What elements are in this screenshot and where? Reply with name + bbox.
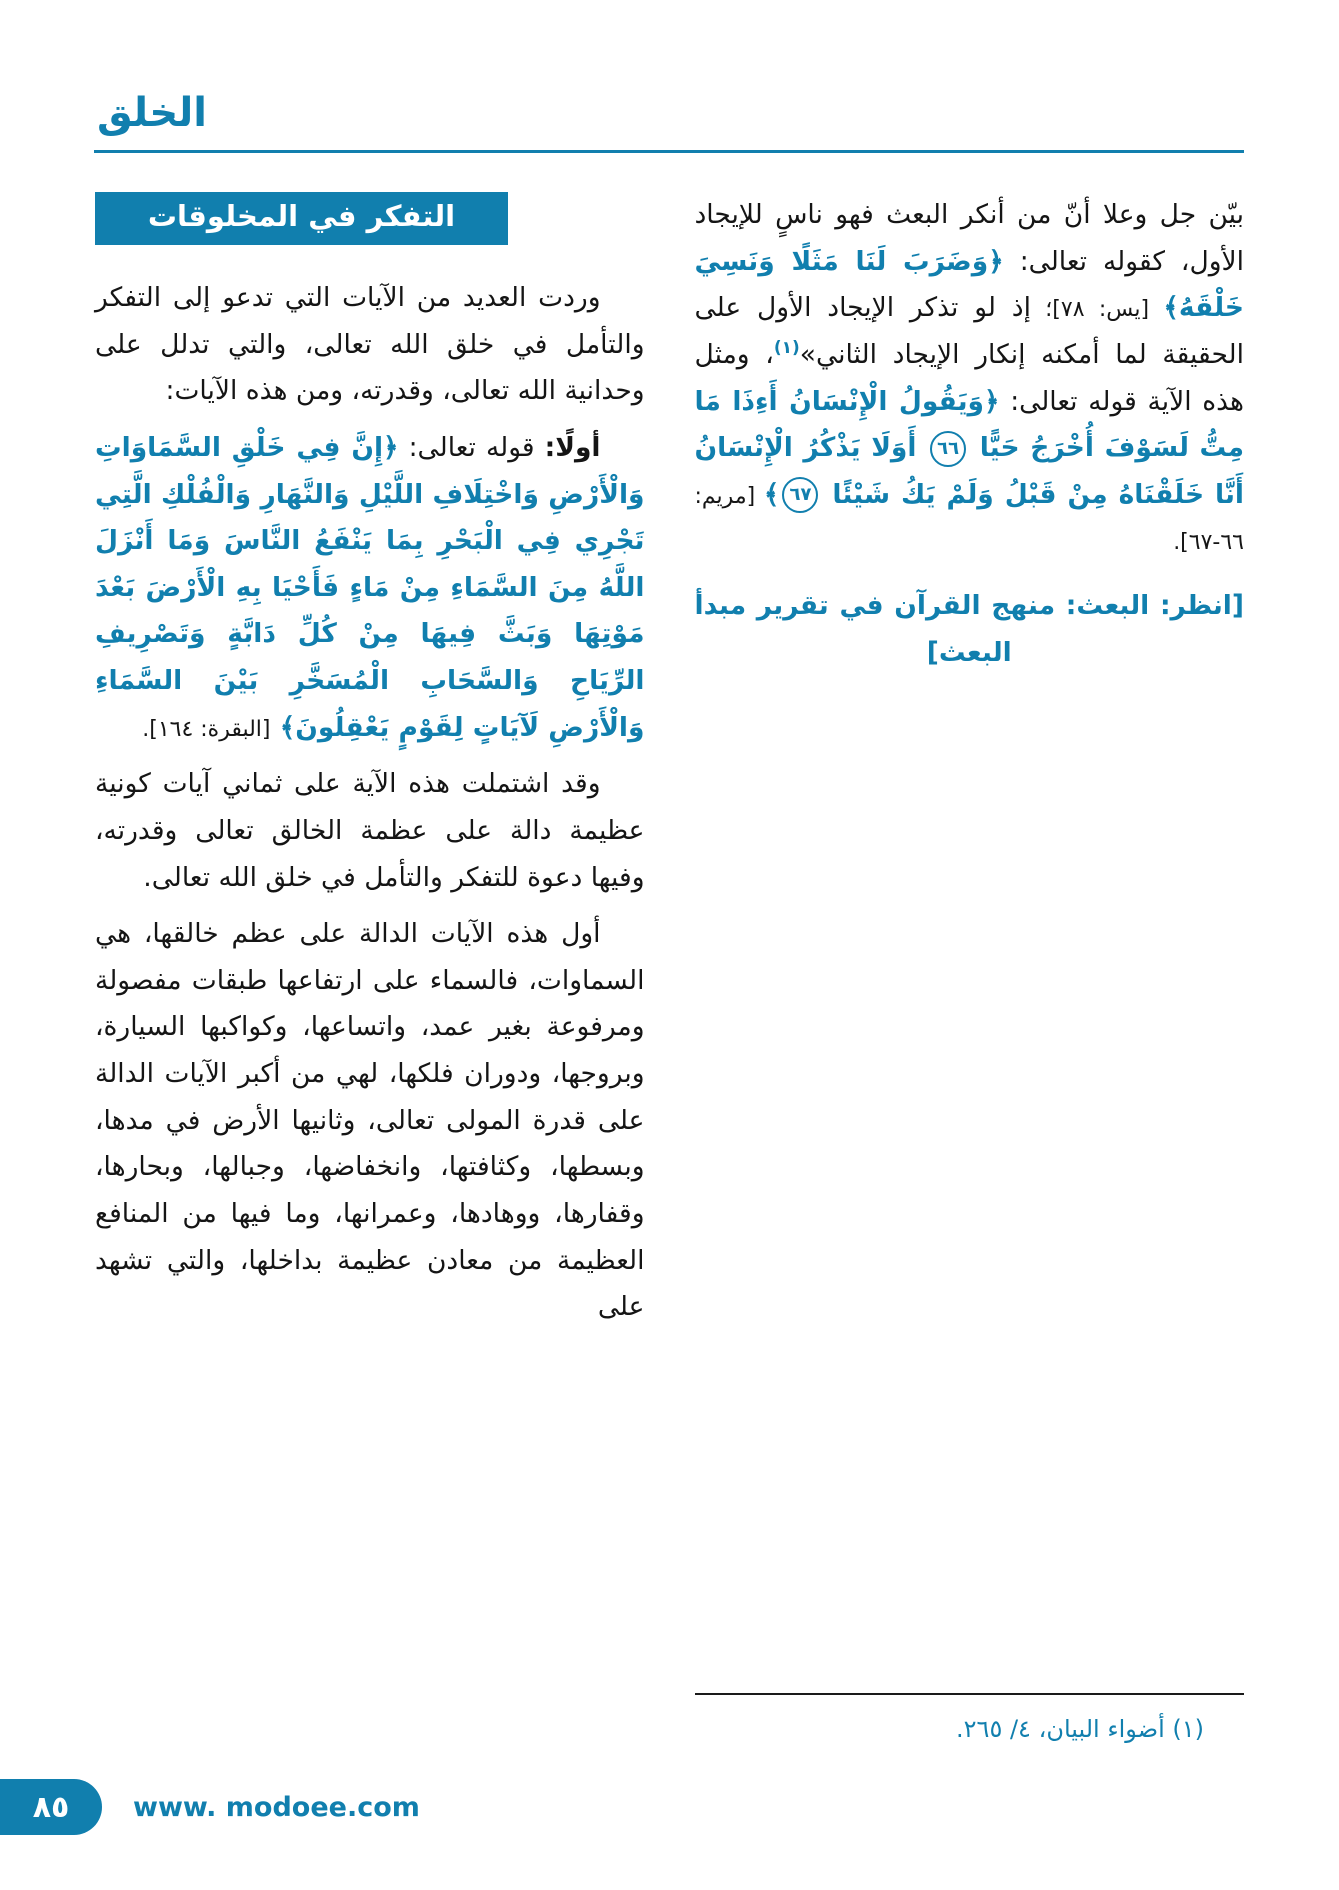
body-text: إذ لو تذكر الإيجاد الأول على الحقيقة لما أمكنه إنكار الإيجاد الثاني» [694,292,1244,370]
body-paragraph [95,425,645,751]
website-url: www. modoee.com [133,1792,420,1823]
body-paragraph [695,192,1245,565]
quran-verse: ﴿وَضَرَبَ لَنَا مَثَلًا وَنَسِيَ خَلْقَهُ﴾ [694,245,1244,324]
body-paragraph: وقد اشتملت هذه الآية على ثماني آيات كونية عظيمة دالة على عظمة الخالق تعالى وقدرته، وفيها دعوة للتفكر والتأمل في خلق الله تعالى. [95,768,645,893]
quran-verse: ﴾ [763,478,780,510]
body-text: قوله تعالى: [398,431,545,463]
footnote-marker: (١) [773,338,800,359]
book-title: الخلق [97,90,207,136]
body-paragraph: وردت العديد من الآيات التي تدعو إلى التفكر والتأمل في خلق الله تعالى، والتي تدلل على وحدانية الله تعالى، وقدرته، ومن هذه الآيات: [95,282,645,407]
page-number: ٨٥ [32,1789,70,1825]
cross-reference-note: [انظر: البعث: منهج القرآن في تقرير مبدأ البعث] [694,590,1244,668]
footnote-block [695,1693,1245,1747]
header-divider [94,150,1244,153]
body-text: بيّن جل وعلا أنّ من أنكر البعث فهو ناسٍ للإيجاد الأول، كقوله تعالى: [694,199,1244,277]
page-number-badge [0,1779,102,1835]
section-heading-text: التفكر في المخلوقات [147,199,456,233]
body-paragraph: أول هذه الآيات الدالة على عظم خالقها، هي السماوات، فالسماء على ارتفاعها طبقات مفصولة ومرفوعة بغير عمد، واتساعها، وكواكبها السيارة، وبروجها، ودوران فلكها، لهي من أكبر الآيات الدالة على قدرة المولى تعالى، وثانيها الأرض في مدها، وبسطها، وكثافتها، وانخفاضها، وجبالها، وبحارها، وقفارها، ووهادها، وعمرانها، وما فيها من المنافع العظيمة من معادن عظيمة بداخلها، والتي تشهد على [95,918,645,1323]
section-heading [95,192,508,245]
footnote-text: (١) أضواء البيان، ٤/ ٢٦٥. [956,1715,1204,1743]
verse-reference: [البقرة: ١٦٤]. [142,716,271,742]
right-column [695,192,1245,1747]
ordinal-lead: أولًا: [544,431,601,463]
verse-reference: [مريم: ٦٦-٦٧]. [694,483,1244,556]
verse-reference: [يس: ٧٨]؛ [1030,297,1164,323]
quran-verse: ﴿وَيَقُولُ الْإِنْسَانُ أَءِذَا مَا مِتُّ لَسَوْفَ أُخْرَجُ حَيًّا [694,385,1244,464]
body-text: ، ومثل هذه الآية قوله تعالى: [694,338,1244,417]
ayah-number-badge: ٦٧ [782,477,818,513]
quran-verse: ﴿إِنَّ فِي خَلْقِ السَّمَاوَاتِ وَالْأَرْضِ وَاخْتِلَافِ اللَّيْلِ وَالنَّهَارِ وَالْفُلْكِ الَّتِي تَجْرِي فِي الْبَحْرِ بِمَا يَنْفَعُ النَّاسَ وَمَا أَنْزَلَ اللَّهُ مِنَ السَّمَاءِ مِنْ مَاءٍ فَأَحْيَا بِهِ الْأَرْضَ بَعْدَ مَوْتِهَا وَبَثَّ فِيهَا مِنْ كُلِّ دَابَّةٍ وَتَصْرِيفِ الرِّيَاحِ وَالسَّحَابِ الْمُسَخَّرِ بَيْنَ السَّمَاءِ وَالْأَرْضِ لَآيَاتٍ لِقَوْمٍ يَعْقِلُونَ﴾ [95,431,645,743]
left-column [95,192,645,1747]
ayah-number-badge: ٦٦ [930,431,966,467]
quran-verse: أَوَلَا يَذْكُرُ الْإِنْسَانُ أَنَّا خَلَقْنَاهُ مِنْ قَبْلُ وَلَمْ يَكُ شَيْئًا [694,432,1244,510]
page-body [95,192,1244,1747]
